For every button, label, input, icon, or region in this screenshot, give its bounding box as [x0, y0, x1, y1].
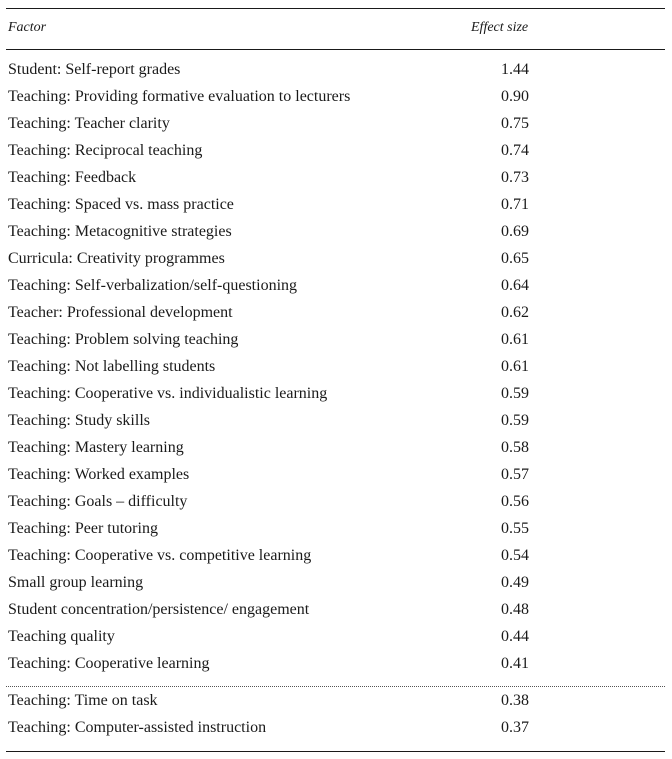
factor-cell: Teaching: Providing formative evaluation to lecturers [8, 88, 351, 105]
effect-size-cell: 0.69 [501, 223, 529, 240]
effect-size-cell: 0.57 [501, 466, 529, 483]
factor-cell: Teaching: Worked examples [8, 466, 190, 483]
table-row [6, 140, 665, 167]
bottom-rule [6, 751, 665, 752]
factor-cell: Teaching: Problem solving teaching [8, 331, 239, 348]
factor-cell: Teacher: Professional development [8, 304, 233, 321]
factor-cell: Teaching: Feedback [8, 169, 137, 186]
effect-size-cell: 0.59 [501, 385, 529, 402]
factor-cell: Teaching: Goals – difficulty [8, 493, 188, 510]
effect-size-cell: 0.41 [501, 655, 529, 672]
table-row [6, 113, 665, 140]
effect-size-cell: 0.62 [501, 304, 529, 321]
table-row [6, 518, 665, 545]
factor-cell: Teaching: Spaced vs. mass practice [8, 196, 234, 213]
effect-size-cell: 0.54 [501, 547, 529, 564]
factor-cell: Teaching: Study skills [8, 412, 150, 429]
table-row [6, 59, 665, 86]
table-row [6, 626, 665, 653]
dotted-separator [6, 686, 665, 687]
table-row [6, 167, 665, 194]
table-row [6, 329, 665, 356]
effect-size-cell: 0.48 [501, 601, 529, 618]
effect-size-cell: 0.74 [501, 142, 529, 159]
table-row [6, 599, 665, 626]
table-row [6, 690, 665, 717]
factor-cell: Teaching: Peer tutoring [8, 520, 158, 537]
table-row [6, 491, 665, 518]
table-row [6, 437, 665, 464]
factor-cell: Teaching: Teacher clarity [8, 115, 170, 132]
table-row [6, 194, 665, 221]
effect-size-cell: 0.61 [501, 331, 529, 348]
table-row [6, 464, 665, 491]
factor-cell: Teaching: Reciprocal teaching [8, 142, 203, 159]
effect-size-cell: 0.55 [501, 520, 529, 537]
effect-size-cell: 0.75 [501, 115, 529, 132]
table-row [6, 717, 665, 744]
table-row [6, 302, 665, 329]
table-row [6, 275, 665, 302]
effect-size-cell: 0.71 [501, 196, 529, 213]
table-row [6, 383, 665, 410]
factor-cell: Teaching: Cooperative vs. individualistic learning [8, 385, 328, 402]
effect-size-cell: 0.90 [501, 88, 529, 105]
effect-size-cell: 0.44 [501, 628, 529, 645]
table-body-below-threshold [6, 690, 665, 744]
factor-cell: Teaching: Cooperative learning [8, 655, 210, 672]
effect-size-cell: 0.65 [501, 250, 529, 267]
table-row [6, 572, 665, 599]
table-header [6, 9, 665, 50]
table-row [6, 545, 665, 572]
effect-size-cell: 0.38 [501, 692, 529, 709]
effect-size-table [6, 8, 665, 752]
table-row [6, 356, 665, 383]
effect-size-cell: 0.56 [501, 493, 529, 510]
effect-size-cell: 1.44 [501, 61, 529, 78]
factor-cell: Teaching: Metacognitive strategies [8, 223, 232, 240]
factor-cell: Teaching: Not labelling students [8, 358, 216, 375]
table-row [6, 221, 665, 248]
factor-cell: Teaching: Mastery learning [8, 439, 184, 456]
header-factor: Factor [8, 20, 47, 35]
table-body-above-threshold [6, 50, 665, 680]
effect-size-cell: 0.61 [501, 358, 529, 375]
factor-cell: Student: Self-report grades [8, 61, 181, 78]
factor-cell: Teaching: Computer-assisted instruction [8, 719, 267, 736]
factor-cell: Student concentration/persistence/ engagement [8, 601, 310, 618]
factor-cell: Teaching: Time on task [8, 692, 158, 709]
table-row [6, 410, 665, 437]
factor-cell: Teaching: Cooperative vs. competitive learning [8, 547, 312, 564]
effect-size-cell: 0.73 [501, 169, 529, 186]
effect-size-cell: 0.49 [501, 574, 529, 591]
effect-size-cell: 0.59 [501, 412, 529, 429]
table-row [6, 653, 665, 680]
effect-size-cell: 0.64 [501, 277, 529, 294]
factor-cell: Small group learning [8, 574, 144, 591]
effect-size-cell: 0.58 [501, 439, 529, 456]
factor-cell: Teaching quality [8, 628, 115, 645]
table-row [6, 86, 665, 113]
header-effect-size: Effect size [471, 20, 529, 35]
table-row [6, 248, 665, 275]
factor-cell: Teaching: Self-verbalization/self-questioning [8, 277, 298, 294]
factor-cell: Curricula: Creativity programmes [8, 250, 225, 267]
effect-size-cell: 0.37 [501, 719, 529, 736]
